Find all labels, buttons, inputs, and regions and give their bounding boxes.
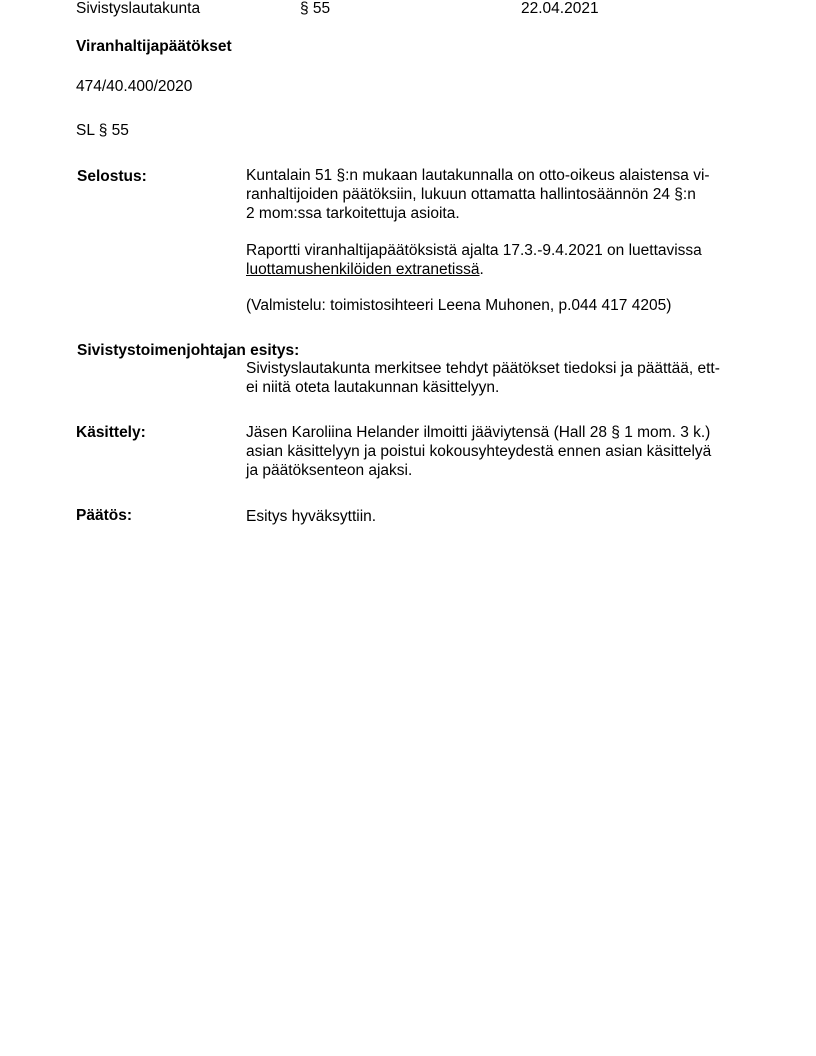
extranet-link[interactable]: luottamushenkilöiden extranetissä: [246, 261, 480, 278]
section-reference: SL § 55: [76, 122, 129, 139]
selostus-paragraph-3: [246, 296, 746, 315]
selostus-paragraph-1: [246, 166, 746, 223]
kasittely-line: ja päätöksenteon ajaksi.: [246, 462, 413, 479]
header-date: 22.04.2021: [521, 0, 599, 17]
report-line-end: .: [479, 261, 484, 278]
report-line-2: [246, 260, 746, 279]
selostus-line: Kuntalain 51 §:n mukaan lautakunnalla on otto-oikeus alaistensa vi-: [246, 167, 710, 184]
selostus-paragraph-2: [246, 241, 746, 279]
esitys-line: ei niitä oteta lautakunnan käsittelyyn.: [246, 379, 500, 396]
esitys-paragraph: [246, 359, 746, 397]
kasittely-line: asian käsittelyyn ja poistui kokousyhteydestä ennen asian käsittelyä: [246, 443, 712, 460]
paatos-text: Esitys hyväksyttiin.: [246, 508, 377, 525]
header-section: § 55: [300, 0, 331, 17]
kasittely-label: Käsittely:: [76, 424, 146, 441]
paatos-paragraph: [246, 507, 746, 526]
document-title: Viranhaltijapäätökset: [76, 38, 232, 55]
kasittely-paragraph: [246, 423, 746, 480]
selostus-line: ranhaltijoiden päätöksiin, lukuun ottamatta hallintosäännön 24 §:n: [246, 186, 696, 203]
record-number: 474/40.400/2020: [76, 78, 193, 95]
selostus-label: Selostus:: [77, 168, 147, 185]
esitys-label: Sivistystoimenjohtajan esitys:: [77, 342, 300, 359]
header-board: Sivistyslautakunta: [76, 0, 201, 17]
esitys-line: Sivistyslautakunta merkitsee tehdyt päätökset tiedoksi ja päättää, ett-: [246, 360, 720, 377]
kasittely-line: Jäsen Karoliina Helander ilmoitti jääviytensä (Hall 28 § 1 mom. 3 k.): [246, 424, 711, 441]
report-line: Raportti viranhaltijapäätöksistä ajalta 17.3.-9.4.2021 on luettavissa: [246, 242, 702, 259]
preparer-line: (Valmistelu: toimistosihteeri Leena Muhonen, p.044 417 4205): [246, 297, 672, 314]
paatos-label: Päätös:: [76, 507, 132, 524]
selostus-line: 2 mom:ssa tarkoitettuja asioita.: [246, 205, 460, 222]
